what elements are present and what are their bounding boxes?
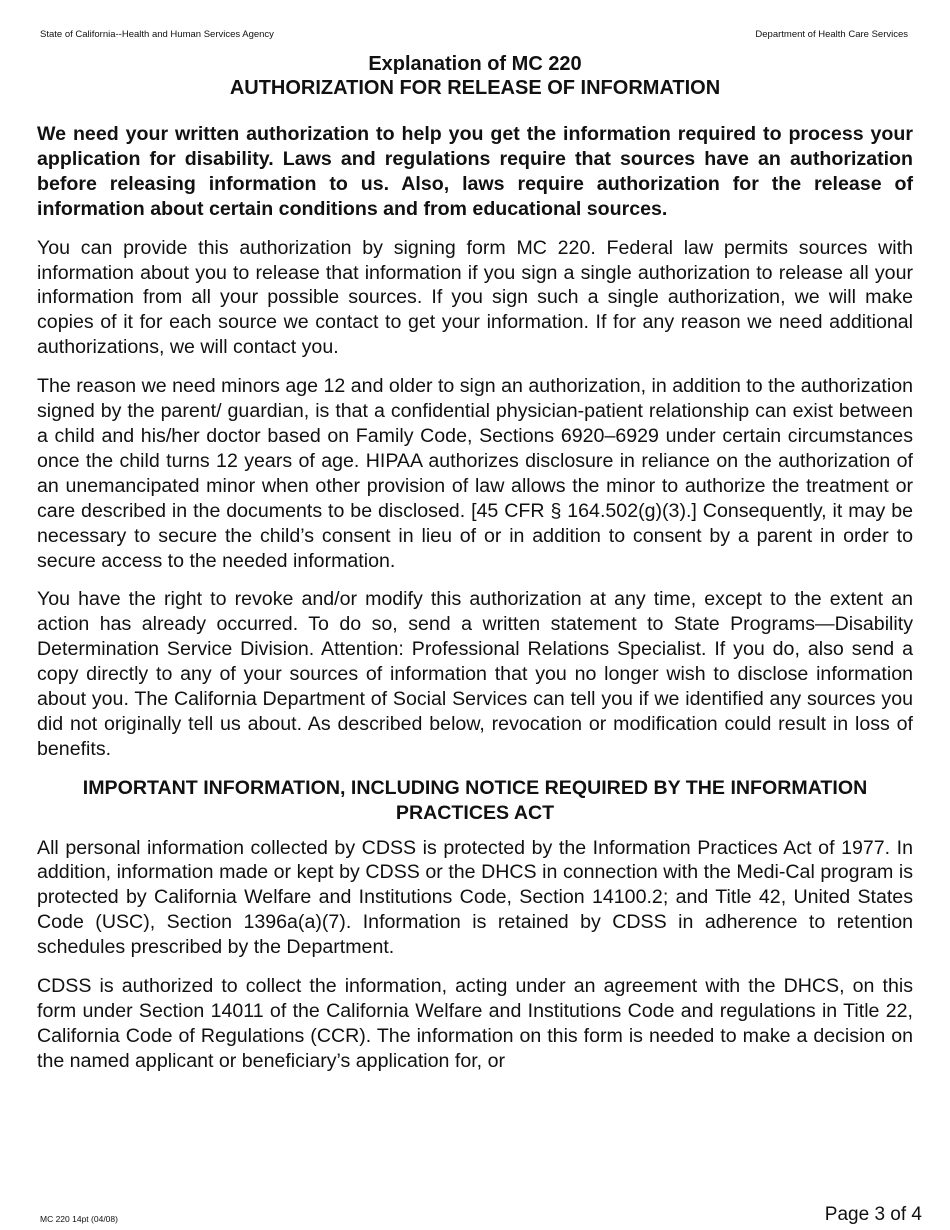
page-number: Page 3 of 4	[824, 1204, 922, 1225]
document-title	[37, 52, 913, 100]
collection-paragraph: CDSS is authorized to collect the information, acting under an agreement with the DHCS, on this form under Section 14011 of the California Welfare and Institutions Code and regulations in Title 22, California Code of Regulations (CCR). The information on this form is needed to make a decision on the named applicant or beneficiary’s application for, or	[37, 975, 913, 1072]
privacy-paragraph: All personal information collected by CDSS is protected by the Information Practices Act of 1977. In addition, information made or kept by CDSS or the DHCS in connection with the Medi-Cal program is protected by California Welfare and Institutions Code, Section 14100.2; and Title 42, United States Code (USC), Section 1396a(a)(7). Information is retained by CDSS in adherence to retention schedules prescribed by the Department.	[37, 836, 913, 959]
section-heading: IMPORTANT INFORMATION, INCLUDING NOTICE REQUIRED BY THE INFORMATION PRACTICES ACT	[82, 776, 868, 824]
form-id: MC 220 14pt (04/08)	[40, 1214, 118, 1224]
intro-paragraph: We need your written authorization to help you get the information required to process your application for disability. Laws and regulations require that sources have an authorization before releasing information to us. Also, laws require authorization for the release of information about certain conditions and from educational sources.	[37, 123, 913, 220]
document-body	[37, 122, 913, 1088]
authorization-paragraph: You can provide this authorization by signing form MC 220. Federal law permits sources with information about you to release that information if you sign a single authorization to release all your information from all your possible sources. If you sign such a single authorization, we will make copies of it for each source we contact to get your information. If for any reason we need additional authorizations, we will contact you.	[37, 236, 913, 359]
revocation-paragraph: You have the right to revoke and/or modify this authorization at any time, except to the extent an action has already occurred. To do so, send a written statement to State Programs—Disability Determination Service Division. Attention: Professional Relations Specialist. If you do, also send a copy directly to any of your sources of information that you no longer wish to disclose information about you. The California Department of Social Services can tell you if we identified any sources you did not originally tell us about. As described below, revocation or modification could result in loss of benefits.	[37, 588, 913, 760]
minors-paragraph: The reason we need minors age 12 and older to sign an authorization, in addition to the authorization signed by the parent/ guardian, is that a confidential physician-patient relationship can exist between a child and his/her doctor based on Family Code, Sections 6920–6929 under certain circumstances once the child turns 12 years of age. HIPAA authorizes disclosure in reliance on the authorization of an unemancipated minor when other provision of law allows the minor to authorize the treatment or care described in the documents to be disclosed. [45 CFR § 164.502(g)(3).] Consequently, it may be necessary to secure the child’s consent in lieu of or in addition to consent by a parent in order to secure access to the needed information.	[37, 375, 913, 572]
agency-header: State of California--Health and Human Services Agency	[40, 29, 274, 40]
department-header: Department of Health Care Services	[755, 29, 908, 40]
title-line-1: Explanation of MC 220	[368, 53, 582, 75]
title-line-2: AUTHORIZATION FOR RELEASE OF INFORMATION	[229, 77, 721, 99]
